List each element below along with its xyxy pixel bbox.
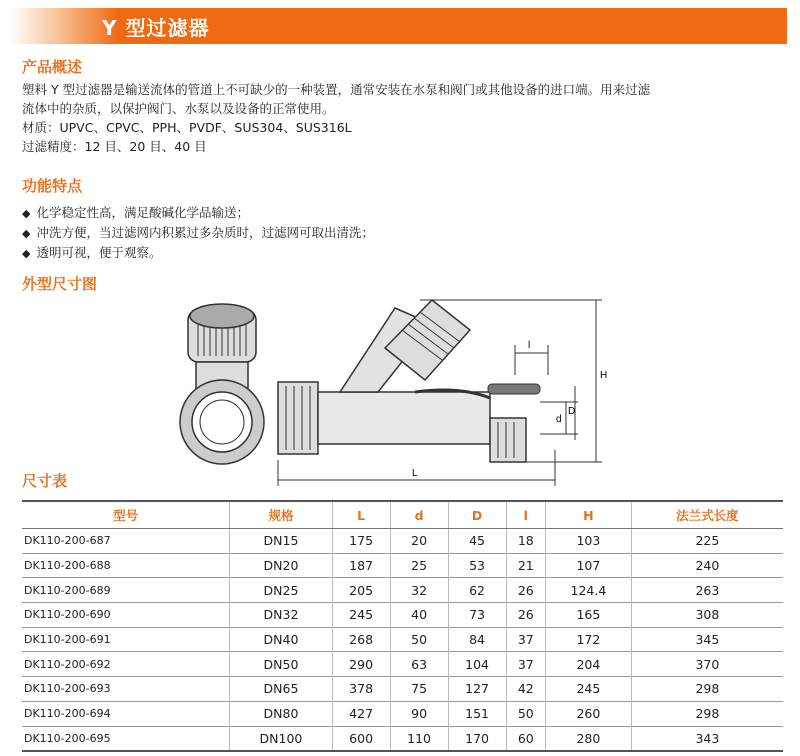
table-cell: 378	[332, 677, 390, 702]
table-cell: 25	[390, 553, 448, 578]
table-cell: 345	[631, 627, 783, 652]
table-cell: 110	[390, 726, 448, 751]
title-banner	[10, 8, 787, 44]
table-cell: DN80	[230, 701, 332, 726]
table-cell: 26	[506, 603, 545, 628]
table-cell: 260	[545, 701, 631, 726]
table-cell: 84	[448, 627, 506, 652]
table-row	[22, 578, 783, 603]
table-cell: DK110-200-695	[22, 726, 230, 751]
table-cell: 42	[506, 677, 545, 702]
table-cell: DN40	[230, 627, 332, 652]
table-cell: 50	[390, 627, 448, 652]
table-cell: 63	[390, 652, 448, 677]
table-row	[22, 627, 783, 652]
table-cell: 18	[506, 529, 545, 554]
table-cell: 90	[390, 701, 448, 726]
table-cell: 21	[506, 553, 545, 578]
table-cell: 104	[448, 652, 506, 677]
table-cell: DN50	[230, 652, 332, 677]
column-header: D	[448, 501, 506, 529]
table-cell: 60	[506, 726, 545, 751]
table-cell: 107	[545, 553, 631, 578]
table-cell: 370	[631, 652, 783, 677]
table-header-row	[22, 501, 783, 529]
table-cell: 343	[631, 726, 783, 751]
table-cell: 172	[545, 627, 631, 652]
precision-line: 过滤精度：12 目、20 目、40 目	[22, 139, 207, 154]
table-row	[22, 529, 783, 554]
end-view-drawing	[180, 304, 264, 464]
table-row	[22, 701, 783, 726]
features-list	[22, 203, 374, 263]
table-cell: 170	[448, 726, 506, 751]
table-cell: 268	[332, 627, 390, 652]
table-cell: 37	[506, 652, 545, 677]
label-l: l	[528, 340, 531, 351]
table-cell: 187	[332, 553, 390, 578]
table-cell: 205	[332, 578, 390, 603]
column-header: 规格	[230, 501, 332, 529]
table-cell: 175	[332, 529, 390, 554]
table-cell: 427	[332, 701, 390, 726]
table-row	[22, 726, 783, 751]
column-header: L	[332, 501, 390, 529]
table-cell: 53	[448, 553, 506, 578]
label-L: L	[412, 468, 418, 479]
label-d: d	[556, 414, 562, 425]
table-cell: 298	[631, 701, 783, 726]
table-cell: 245	[545, 677, 631, 702]
column-header: l	[506, 501, 545, 529]
feature-item: ◆ 化学稳定性高，满足酸碱化学品输送；	[22, 203, 374, 223]
column-header: 法兰式长度	[631, 501, 783, 529]
overview-heading: 产品概述	[22, 58, 83, 76]
feature-item: ◆ 透明可视，便于观察。	[22, 243, 374, 263]
table-cell: 240	[631, 553, 783, 578]
overview-line-1: 塑料 Y 型过滤器是输送流体的管道上不可缺少的一种装置，通常安装在水泵和阀门或其他设备的进口端。用来过滤	[22, 82, 651, 97]
table-cell: 298	[631, 677, 783, 702]
table-cell: DK110-200-687	[22, 529, 230, 554]
table-cell: 290	[332, 652, 390, 677]
table-cell: 20	[390, 529, 448, 554]
table-cell: DK110-200-690	[22, 603, 230, 628]
column-header: d	[390, 501, 448, 529]
label-D: D	[568, 406, 576, 417]
table-cell: 151	[448, 701, 506, 726]
table-cell: 75	[390, 677, 448, 702]
table-cell: 204	[545, 652, 631, 677]
material-line: 材质：UPVC、CPVC、PPH、PVDF、SUS304、SUS316L	[22, 120, 352, 135]
features-heading: 功能特点	[22, 177, 83, 195]
table-cell: DN20	[230, 553, 332, 578]
table-cell: 124.4	[545, 578, 631, 603]
overview-text	[22, 80, 650, 156]
table-cell: DK110-200-694	[22, 701, 230, 726]
table-cell: DK110-200-691	[22, 627, 230, 652]
column-header: 型号	[22, 501, 230, 529]
label-H: H	[600, 370, 608, 381]
table-cell: 280	[545, 726, 631, 751]
size-table-heading: 尺寸表	[22, 472, 68, 490]
size-table	[22, 500, 783, 752]
table-cell: 32	[390, 578, 448, 603]
table-cell: DN65	[230, 677, 332, 702]
table-cell: DN100	[230, 726, 332, 751]
overview-line-2: 流体中的杂质，以保护阀门、水泵以及设备的正常使用。	[22, 101, 335, 116]
table-cell: DN32	[230, 603, 332, 628]
table-cell: 127	[448, 677, 506, 702]
page-title: Y 型过滤器	[102, 16, 210, 40]
table-cell: 245	[332, 603, 390, 628]
table-row	[22, 652, 783, 677]
table-cell: 73	[448, 603, 506, 628]
table-row	[22, 677, 783, 702]
table-cell: DN25	[230, 578, 332, 603]
table-cell: 103	[545, 529, 631, 554]
table-cell: 308	[631, 603, 783, 628]
table-cell: 40	[390, 603, 448, 628]
column-header: H	[545, 501, 631, 529]
table-cell: 225	[631, 529, 783, 554]
table-cell: DN15	[230, 529, 332, 554]
table-cell: DK110-200-692	[22, 652, 230, 677]
table-cell: 600	[332, 726, 390, 751]
table-cell: 62	[448, 578, 506, 603]
table-cell: 26	[506, 578, 545, 603]
table-cell: 165	[545, 603, 631, 628]
table-cell: 45	[448, 529, 506, 554]
table-row	[22, 553, 783, 578]
table-cell: DK110-200-693	[22, 677, 230, 702]
table-cell: DK110-200-688	[22, 553, 230, 578]
table-row	[22, 603, 783, 628]
table-cell: DK110-200-689	[22, 578, 230, 603]
drawing-heading: 外型尺寸图	[22, 275, 98, 293]
table-cell: 50	[506, 701, 545, 726]
table-cell: 263	[631, 578, 783, 603]
feature-item: ◆ 冲洗方便，当过滤网内积累过多杂质时，过滤网可取出清洗；	[22, 223, 374, 243]
y-strainer-drawing	[278, 300, 540, 462]
table-cell: 37	[506, 627, 545, 652]
dimension-drawing	[170, 290, 610, 490]
